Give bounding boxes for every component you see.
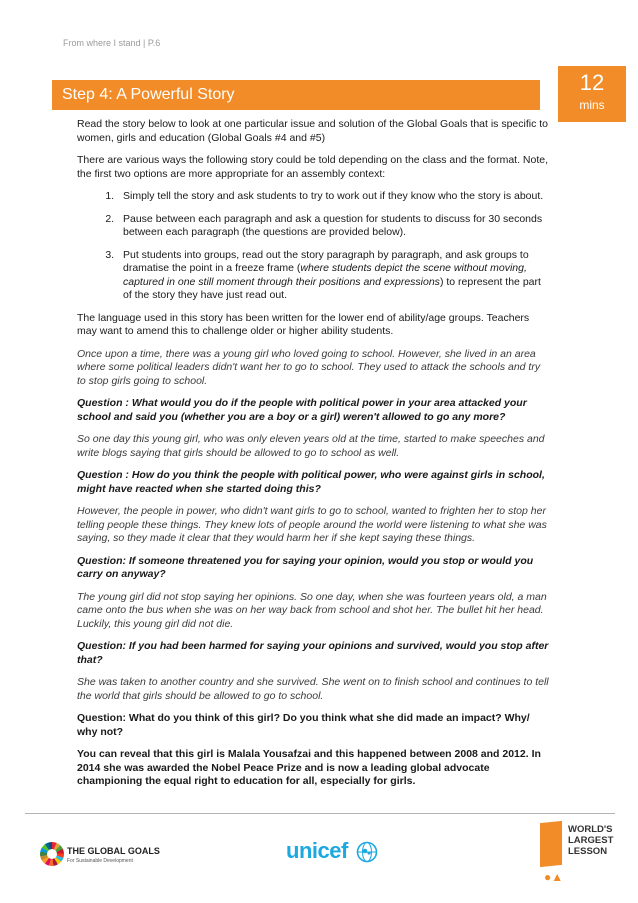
story-question: Question : How do you think the people with political power, who were against girls in school, might have reacted when she started doing this? bbox=[77, 469, 545, 495]
list-item: 2. Pause between each paragraph and ask a question for students to discuss for 30 seconds between each paragraph (the questions are provided below). bbox=[117, 213, 550, 240]
reveal-paragraph: You can reveal that this girl is Malala Yousafzai and this happened between 2008 and 2012. In 2014 she was awarded the Nobel Peace Prize and is now a leading global advocate championing the equal right to education for all, especially for girls. bbox=[77, 748, 541, 787]
language-note: The language used in this story has been written for the lower end of ability/age groups. Teachers may want to amend this to challenge older or higher ability students. bbox=[77, 311, 530, 337]
story-question: Question: If you had been harmed for saying your opinions and survived, would you stop after that? bbox=[77, 640, 549, 666]
story-paragraph: The young girl did not stop saying her opinions. So one day, when she was fourteen years old, a man came onto the bus when she was on her way back from school and shot her. The bullet hit her head. Luckily, this young girl did not die. bbox=[77, 590, 547, 630]
story-question: Question : What would you do if the people with political power in your area attacked your school and said you (whether you are a boy or a girl) weren't allowed to go any more? bbox=[77, 397, 527, 423]
options-list bbox=[77, 190, 550, 303]
global-goals-subtitle: For Sustainable Development bbox=[67, 858, 133, 864]
story-question: Question: If someone threatened you for saying your opinion, would you stop or would you carry on anyway? bbox=[77, 554, 534, 580]
global-goals-title: THE GLOBAL GOALS bbox=[67, 846, 160, 856]
footer-divider bbox=[25, 813, 615, 814]
unicef-globe-icon bbox=[356, 841, 378, 863]
global-goals-logo bbox=[40, 840, 160, 868]
wll-line: LESSON bbox=[568, 846, 608, 857]
sdg-wheel-icon bbox=[40, 842, 64, 866]
list-item bbox=[117, 249, 550, 303]
step-title: Step 4: A Powerful Story bbox=[62, 86, 235, 103]
book-icon bbox=[540, 821, 562, 867]
unicef-logo bbox=[286, 838, 386, 866]
minutes-value: 12 bbox=[579, 70, 605, 95]
intro-paragraph: Read the story below to look at one particular issue and solution of the Global Goals that is specific to women, girls and education (Global Goals #4 and #5) bbox=[77, 118, 549, 144]
unicef-wordmark: unicef bbox=[286, 838, 348, 863]
story-paragraph: So one day this young girl, who was only eleven years old at the time, started to make speeches and write blogs saying that girls should be allowed to go to school as well. bbox=[77, 433, 545, 459]
option-text: Put students into groups, read out the story paragraph by paragraph, and ask groups to dramatise the point in a freeze frame ( bbox=[123, 248, 529, 274]
list-item: 1. Simply tell the story and ask students to try to work out if they know who the story is about. bbox=[117, 190, 550, 204]
option-italic-text: where students depict the scene without moving, captured in one still moment through their positions and expressions bbox=[123, 262, 527, 288]
story-paragraph: Once upon a time, there was a young girl who loved going to school. However, she lived in an area where some political leaders didn't want her to go to school. They used to attack the schools and try to stop girls going to school. bbox=[77, 347, 541, 387]
story-question: Question: What do you think of this girl? Do you think what she did made an impact? Why/ why not? bbox=[77, 712, 530, 738]
intro-paragraph: There are various ways the following story could be told depending on the class and the format. Note, the first two options are more appropriate for an assembly context: bbox=[77, 154, 549, 180]
main-content bbox=[77, 118, 550, 798]
wll-wordmark bbox=[568, 824, 613, 857]
wll-line: WORLD'S bbox=[568, 824, 613, 835]
minutes-badge bbox=[558, 66, 626, 122]
minutes-label: mins bbox=[579, 98, 605, 112]
people-icon: ●▲ bbox=[544, 870, 564, 884]
option-text: ) to represent the part of the story they have just read out. bbox=[123, 275, 541, 301]
worlds-largest-lesson-logo bbox=[540, 818, 620, 890]
story-paragraph: However, the people in power, who didn't want girls to go to school, wanted to frighten her to stop her telling people these things. They knew lots of people around the world were listening to what she was saying, so they made it clear that they would harm her if she kept saying these things. bbox=[77, 505, 547, 544]
story-paragraph: She was taken to another country and she survived. She went on to finish school and continues to tell the world that girls should be allowed to go to school. bbox=[77, 676, 549, 702]
step-title-banner bbox=[52, 80, 540, 110]
page-header: From where I stand | P.6 bbox=[63, 38, 161, 48]
wll-line: LARGEST bbox=[568, 835, 614, 846]
